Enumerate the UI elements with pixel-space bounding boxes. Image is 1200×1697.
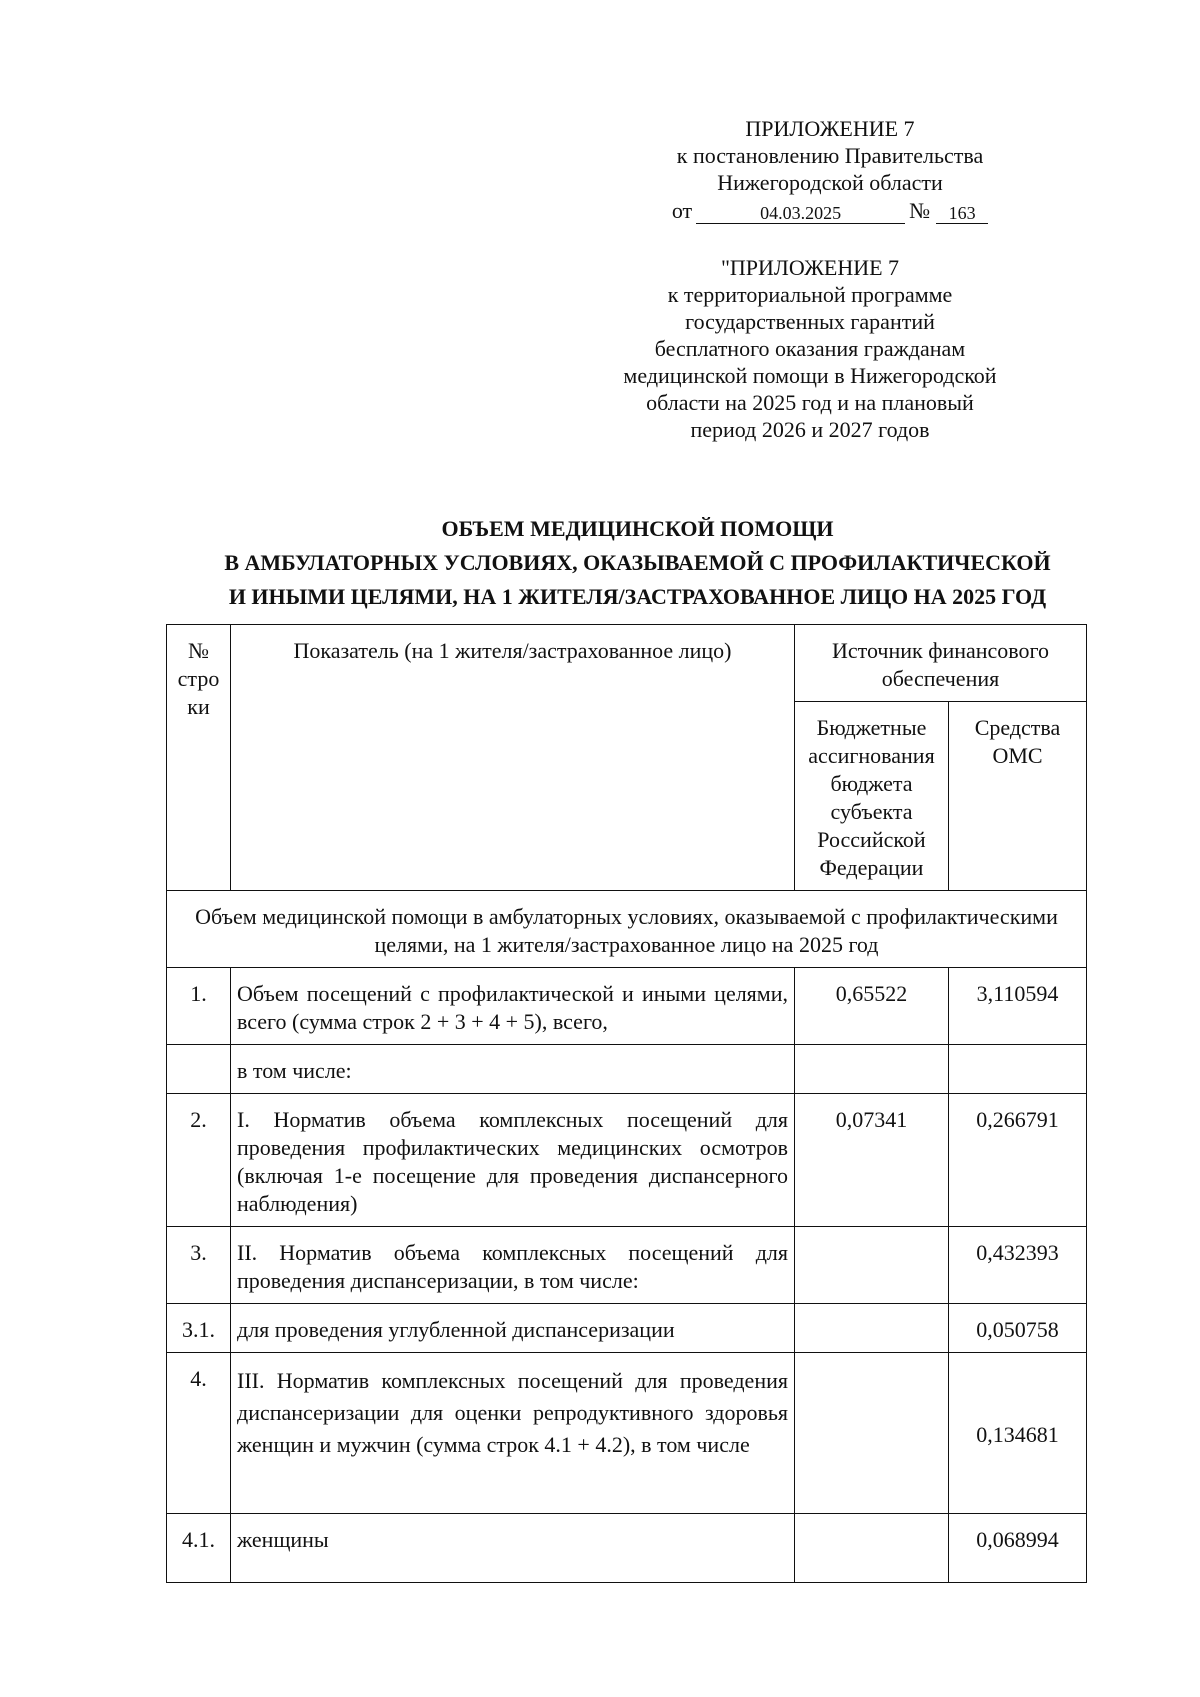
program-appendix-line: государственных гарантий (685, 309, 935, 334)
table-header-row (167, 625, 1087, 702)
decree-appendix-line1: ПРИЛОЖЕНИЕ 7 (745, 116, 915, 141)
decree-appendix-block (600, 115, 1060, 224)
header-row-number: № стро ки (167, 625, 231, 891)
decree-appendix-line3: Нижегородской области (717, 170, 943, 195)
row-indicator: Объем посещений с профилактической и иными целями, всего (сумма строк 2 + 3 + 4 + 5), всего, (231, 968, 795, 1045)
row-budget-value: 0,65522 (795, 968, 949, 1045)
title-line: В АМБУЛАТОРНЫХ УСЛОВИЯХ, ОКАЗЫВАЕМОЙ С ПРОФИЛАКТИЧЕСКОЙ (224, 550, 1051, 575)
program-appendix-line: к территориальной программе (667, 282, 953, 307)
decree-date: 04.03.2025 (696, 203, 905, 224)
table-row (167, 1045, 1087, 1094)
title-line: ОБЪЕМ МЕДИЦИНСКОЙ ПОМОЩИ (441, 516, 834, 541)
row-indicator: в том числе: (231, 1045, 795, 1094)
row-budget-value (795, 1045, 949, 1094)
row-indicator: для проведения углубленной диспансеризации (231, 1304, 795, 1353)
row-indicator: женщины (231, 1514, 795, 1583)
title-line: И ИНЫМИ ЦЕЛЯМИ, НА 1 ЖИТЕЛЯ/ЗАСТРАХОВАННОЕ ЛИЦО НА 2025 ГОД (228, 584, 1047, 609)
program-appendix-line: период 2026 и 2027 годов (690, 417, 930, 442)
table-row (167, 1353, 1087, 1514)
number-label: № (909, 198, 931, 223)
row-number: 4.1. (167, 1514, 231, 1583)
document-title (160, 512, 1115, 614)
date-prefix-label: от (671, 198, 693, 223)
program-appendix-line: бесплатного оказания гражданам (654, 336, 966, 361)
row-oms-value: 0,432393 (949, 1227, 1087, 1304)
decree-number: 163 (936, 203, 988, 224)
row-oms-value: 3,110594 (949, 968, 1087, 1045)
program-appendix-line: области на 2025 год и на плановый (646, 390, 974, 415)
row-budget-value (795, 1353, 949, 1514)
header-oms: Средства ОМС (949, 702, 1087, 891)
row-number: 2. (167, 1094, 231, 1227)
row-budget-value (795, 1514, 949, 1583)
row-indicator: I. Норматив объема комплексных посещений для проведения профилактических медицинских осмотров (включая 1-е посещение для проведения диспансерного наблюдения) (231, 1094, 795, 1227)
table-row (167, 968, 1087, 1045)
row-number: 1. (167, 968, 231, 1045)
medical-care-volume-table (166, 624, 1087, 1583)
row-indicator: III. Норматив комплексных посещений для проведения диспансеризации для оценки репродуктивного здоровья женщин и мужчин (сумма строк 4.1 + 4.2), в том числе (231, 1353, 795, 1514)
program-appendix-line: "ПРИЛОЖЕНИЕ 7 (720, 255, 900, 280)
row-oms-value: 0,134681 (949, 1353, 1087, 1514)
table-section-row (167, 891, 1087, 968)
section-title: Объем медицинской помощи в амбулаторных условиях, оказываемой с профилактическими целями, на 1 жителя/застрахованное лицо на 2025 год (167, 891, 1087, 968)
program-appendix-block (560, 254, 1060, 443)
row-number: 3. (167, 1227, 231, 1304)
row-oms-value: 0,266791 (949, 1094, 1087, 1227)
row-oms-value: 0,068994 (949, 1514, 1087, 1583)
row-oms-value: 0,050758 (949, 1304, 1087, 1353)
row-indicator: II. Норматив объема комплексных посещений для проведения диспансеризации, в том числе: (231, 1227, 795, 1304)
row-number (167, 1045, 231, 1094)
table-row (167, 1514, 1087, 1583)
row-budget-value: 0,07341 (795, 1094, 949, 1227)
table-row (167, 1227, 1087, 1304)
row-number: 3.1. (167, 1304, 231, 1353)
program-appendix-line: медицинской помощи в Нижегородской (623, 363, 997, 388)
decree-appendix-line2: к постановлению Правительства (676, 143, 984, 168)
row-number: 4. (167, 1353, 231, 1514)
table-row (167, 1304, 1087, 1353)
row-oms-value (949, 1045, 1087, 1094)
header-funding-source: Источник финансового обеспечения (795, 625, 1087, 702)
row-budget-value (795, 1304, 949, 1353)
row-budget-value (795, 1227, 949, 1304)
decree-date-number-line (600, 196, 1060, 224)
header-budget: Бюджетные ассигнования бюджета субъекта Российской Федерации (795, 702, 949, 891)
table-row (167, 1094, 1087, 1227)
header-indicator: Показатель (на 1 жителя/застрахованное лицо) (231, 625, 795, 891)
